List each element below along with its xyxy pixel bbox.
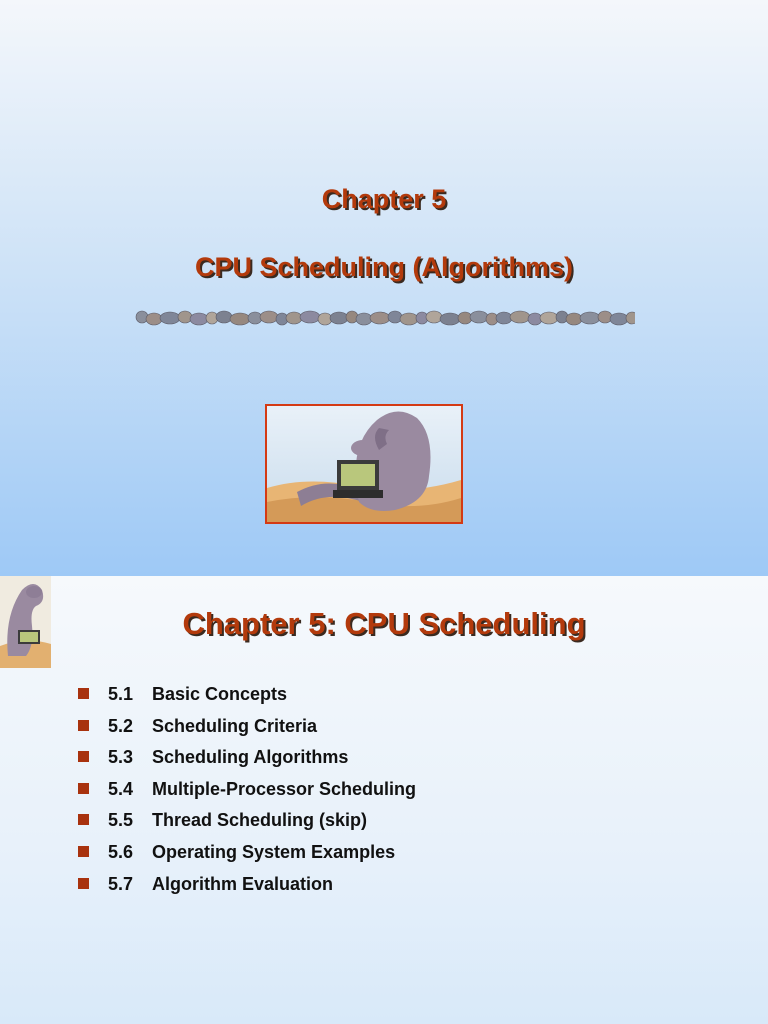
topic-text: Basic Concepts xyxy=(152,684,288,704)
list-item xyxy=(78,872,416,904)
slide-title: Chapter 5: CPU Scheduling xyxy=(182,606,586,641)
list-item xyxy=(78,777,416,809)
square-bullet-icon xyxy=(78,751,89,762)
chapter-subtitle: CPU Scheduling (Algorithms) xyxy=(195,252,573,282)
square-bullet-icon xyxy=(78,846,89,857)
list-item xyxy=(78,808,416,840)
topic-text: Scheduling Criteria xyxy=(152,715,318,736)
square-bullet-icon xyxy=(78,688,89,699)
square-bullet-icon xyxy=(78,814,89,825)
topic-text: Operating System Examples xyxy=(152,841,396,862)
topic-number: 5.2 xyxy=(108,715,134,736)
topic-number: 5.3 xyxy=(108,747,134,768)
topic-text: Multiple-Processor Scheduling xyxy=(152,778,417,799)
topic-text: Scheduling Algorithms xyxy=(152,747,349,768)
topic-number: 5.1 xyxy=(108,684,134,704)
dinosaur-laptop-icon xyxy=(265,404,463,524)
pebble-row-icon xyxy=(130,302,635,334)
topic-list xyxy=(78,682,416,903)
topic-number: 5.6 xyxy=(108,841,134,862)
square-bullet-icon xyxy=(78,878,89,889)
topic-number: 5.4 xyxy=(108,778,134,799)
list-item xyxy=(78,840,416,872)
square-bullet-icon xyxy=(78,783,89,794)
list-item xyxy=(78,714,416,746)
list-item xyxy=(78,682,416,714)
topic-number: 5.7 xyxy=(108,873,134,894)
topic-text: Thread Scheduling (skip) xyxy=(152,810,368,831)
list-item xyxy=(78,745,416,777)
topic-number: 5.5 xyxy=(108,810,134,831)
topic-text: Algorithm Evaluation xyxy=(152,873,334,894)
square-bullet-icon xyxy=(78,720,89,731)
chapter-title: Chapter 5 xyxy=(321,184,447,214)
contents-slide xyxy=(0,576,768,1024)
